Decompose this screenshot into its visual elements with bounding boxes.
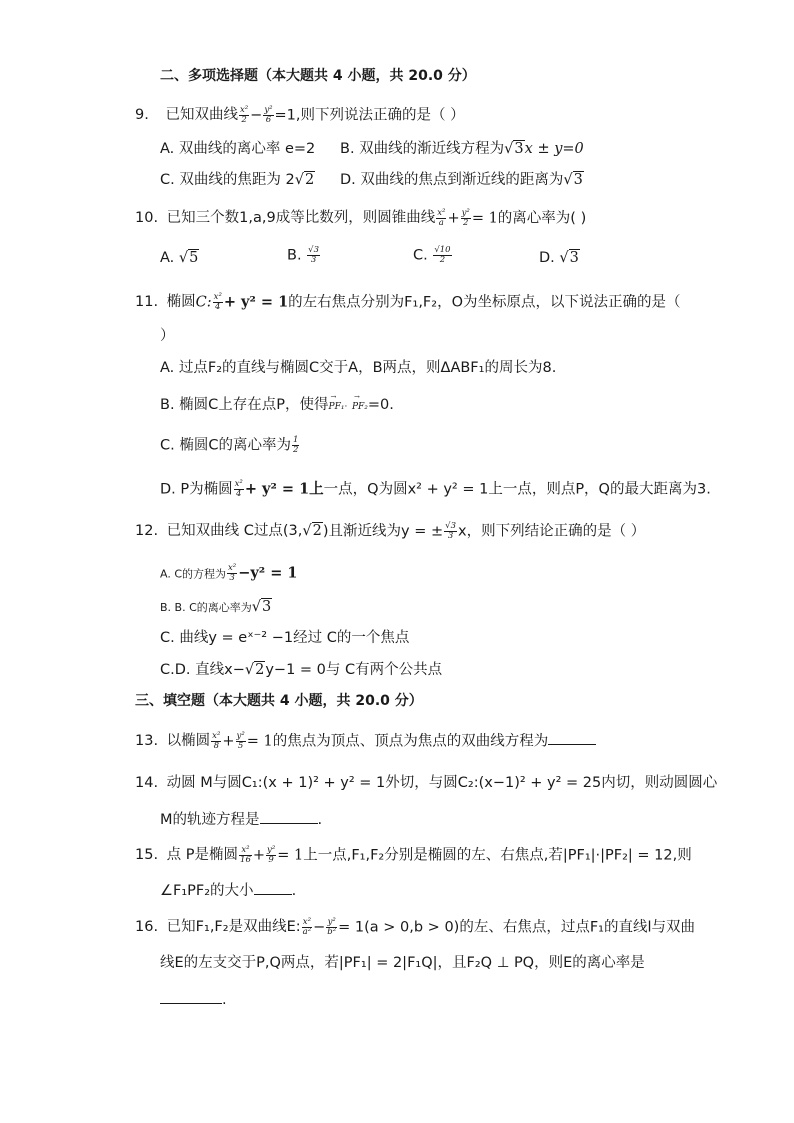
sqrt: √2 xyxy=(244,662,265,678)
question-14-line-1: 14. 动圆 M与圆C₁:(x + 1)² + y² = 1外切，与圆C₂:(x−1)² + y² = 25内切，则动圆圆心 xyxy=(135,775,718,791)
fraction: $\frac{1}{2}$ xyxy=(292,435,299,455)
fraction: $\frac{\text{x²}}{\text{a²}}$ xyxy=(302,917,312,937)
question-12-option-c: C. 曲线y = eˣ⁻² −1经过 C的一个焦点 xyxy=(160,630,410,646)
answer-blank[interactable] xyxy=(548,732,596,745)
question-10-option-a: A. √5 xyxy=(160,250,199,266)
question-number: 14. xyxy=(135,775,159,791)
fraction: $\frac{\text{y²}}{2}$ xyxy=(461,208,470,228)
question-15-line-1: 15. 点 P是椭圆 $\frac{\text{x²}}{16}$ + $\frac{\text{y²}}{9}$ = 1上一点,F₁,F₂分别是椭圆的左、右焦点,若|PF₁|·|PF₂| = 12,则 xyxy=(135,845,692,865)
question-11-option-a: A. 过点F₂的直线与椭圆C交于A，B两点，则ΔABF₁的周长为8. xyxy=(160,360,557,376)
question-10-option-c: C. $\frac{√10}{2}$ xyxy=(413,245,451,265)
question-11-stem-close: ） xyxy=(160,328,175,344)
question-number: 9. xyxy=(135,107,149,124)
sqrt: √3 xyxy=(251,599,272,615)
question-13-stem: 13. 以椭圆 $\frac{\text{x²}}{8}$ + $\frac{\text{y²}}{5}$ = 1的焦点为顶点、顶点为焦点的双曲线方程为 xyxy=(135,732,596,751)
sqrt: √3 xyxy=(504,141,524,157)
question-number: 12. xyxy=(135,523,159,540)
answer-blank[interactable] xyxy=(260,811,318,824)
fraction: $\frac{\text{y²}}{9}$ xyxy=(267,845,276,865)
question-number: 13. xyxy=(135,733,159,750)
question-16-line-2: 线E的左支交于P,Q两点，若|PF₁| = 2|F₁Q|，且F₂Q ⊥ PQ，则E的离心率是 xyxy=(160,955,645,971)
fraction: $\frac{√10}{2}$ xyxy=(434,245,451,265)
question-number: 15. xyxy=(135,847,159,864)
question-11-option-c: C. 椭圆C的离心率为 $\frac{1}{2}$ xyxy=(160,435,299,455)
question-10-stem: 10. 已知三个数1,a,9成等比数列，则圆锥曲线 $\frac{\text{x²}}{a}$ + $\frac{\text{y²}}{2}$ = 1的离心率为( ) xyxy=(135,208,587,228)
question-16-line-3: . xyxy=(160,991,227,1008)
fraction: $\frac{√3}{3}$ xyxy=(308,245,320,265)
fraction: $\frac{\text{x²}}{4}$ xyxy=(213,292,222,312)
section-heading-fill-in: 三、填空题（本大题共 4 小题，共 20.0 分） xyxy=(135,693,423,709)
question-9-option-d: D. 双曲线的焦点到渐近线的距离为√3 xyxy=(340,172,583,188)
fraction: $\frac{\text{x²}}{8}$ xyxy=(212,731,221,751)
fraction: $\frac{\text{x²}}{4}$ xyxy=(234,479,243,499)
section-heading-multiple-choice: 二、多项选择题（本大题共 4 小题，共 20.0 分） xyxy=(160,68,476,84)
sqrt: √2 xyxy=(302,523,322,540)
answer-blank[interactable] xyxy=(254,882,292,895)
question-11-option-d: D. P为椭圆 $\frac{\text{x²}}{4}$ + y² = 1上一点，Q为圆x² + y² = 1上一点，则点P，Q的最大距离为3. xyxy=(160,479,711,499)
question-9-option-b: B. 双曲线的渐近线方程为√3x ± y=0 xyxy=(340,141,584,157)
question-12-option-a: A. C的方程为 $\frac{\text{x²}}{3}$ −y² = 1 xyxy=(160,563,298,583)
question-12-stem: 12. 已知双曲线 C过点(3,√2)且渐近线为y = ± $\frac{√3}{3}$ x，则下列结论正确的是（ ） xyxy=(135,521,646,541)
sqrt: √2 xyxy=(294,172,315,188)
question-number: 16. xyxy=(135,919,159,936)
fraction: $\frac{\text{x²}}{3}$ xyxy=(228,563,237,583)
question-10-option-b: B. $\frac{√3}{3}$ xyxy=(287,245,320,265)
question-15-line-2: ∠F₁PF₂的大小 . xyxy=(160,883,297,899)
fraction: $\frac{\text{x²}}{a}$ xyxy=(437,208,446,228)
answer-blank[interactable] xyxy=(160,991,222,1004)
question-12-option-b: B. B. C的离心率为√3 xyxy=(160,599,272,615)
question-14-line-2: M的轨迹方程是 . xyxy=(160,812,323,828)
question-11-stem: 11. 椭圆C: $\frac{\text{x²}}{4}$ + y² = 1的左右焦点分别为F₁,F₂，O为坐标原点，以下说法正确的是（ xyxy=(135,292,681,312)
fraction: $\frac{\text{y²}}{5}$ xyxy=(236,731,245,751)
question-11-option-b: B. 椭圆C上存在点P，使得→ PF₁· → PF₂=0. xyxy=(160,398,394,413)
sqrt: √5 xyxy=(178,250,199,266)
question-number: 11. xyxy=(135,294,159,311)
fraction: $\frac{\text{x²}}{16}$ xyxy=(240,845,251,865)
question-9-option-a: A. 双曲线的离心率 e=2 xyxy=(160,141,316,157)
question-number: 10. xyxy=(135,210,159,227)
question-12-option-d: C.D. 直线x−√2y−1 = 0与 C有两个公共点 xyxy=(160,662,443,678)
fraction: $\frac{\text{y²}}{6}$ xyxy=(264,105,273,125)
sqrt: √3 xyxy=(559,250,579,266)
fraction: $\frac{√3}{3}$ xyxy=(445,521,456,541)
sqrt: √3 xyxy=(563,172,583,188)
question-16-line-1: 16. 已知F₁,F₂是双曲线E: $\frac{\text{x²}}{\text{a²}}$ − $\frac{\text{y²}}{\text{b²}}$ = 1(a > 0,b > 0)的左、右焦点，过点F₁的直线l与双曲 xyxy=(135,917,696,937)
question-9-stem: 9. 已知双曲线 $\frac{\text{x²}}{2}$ − $\frac{\text{y²}}{6}$ =1,则下列说法正确的是（ ） xyxy=(135,105,465,125)
fraction: $\frac{\text{x²}}{2}$ xyxy=(239,105,249,125)
question-10-option-d: D. √3 xyxy=(539,250,579,266)
fraction: $\frac{\text{y²}}{\text{b²}}$ xyxy=(327,917,337,937)
question-9-option-c: C. 双曲线的焦距为 2√2 xyxy=(160,172,315,188)
